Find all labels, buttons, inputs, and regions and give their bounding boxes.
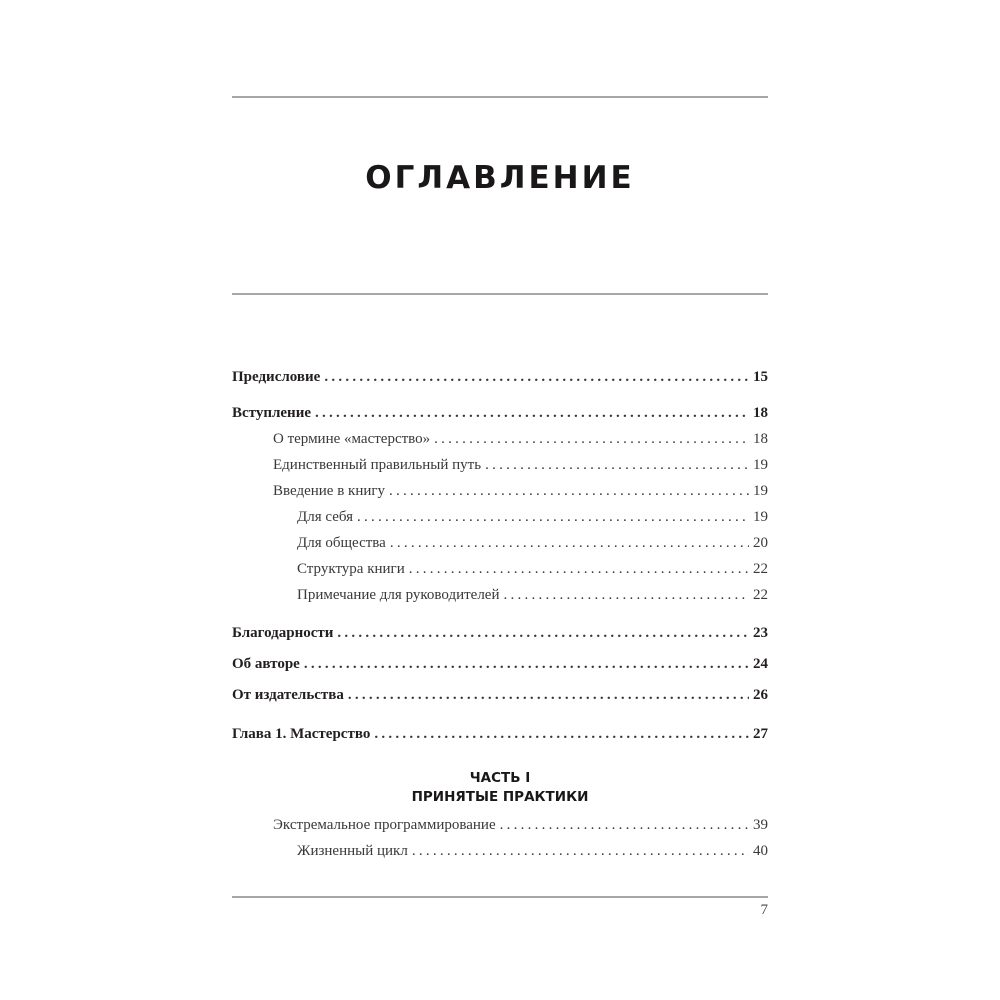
- toc-entry-label: Благодарности: [232, 625, 334, 641]
- footer-rule: [232, 896, 768, 898]
- toc-entry-page: 23: [753, 625, 768, 641]
- toc-entry-page: 40: [753, 843, 768, 859]
- toc-entry-page: 19: [753, 483, 768, 499]
- toc-entry-about-author[interactable]: [232, 649, 768, 680]
- toc-entry-page: 19: [753, 509, 768, 525]
- toc-entry-extreme-programming[interactable]: [232, 812, 768, 838]
- toc-entry-for-society[interactable]: [232, 530, 768, 556]
- toc-entry-page: 26: [753, 687, 768, 703]
- toc-entry-label: Экстремальное программирование: [273, 817, 496, 833]
- toc-entry-page: 20: [753, 535, 768, 551]
- toc-entry-life-cycle[interactable]: [232, 838, 768, 864]
- toc-entry-book-structure[interactable]: [232, 556, 768, 582]
- toc-entry-book-intro[interactable]: [232, 478, 768, 504]
- toc-entry-page: 39: [753, 817, 768, 833]
- page-number: 7: [760, 902, 768, 918]
- toc-entry-label: Для себя: [297, 509, 354, 525]
- toc-entry-label: Для общества: [297, 535, 386, 551]
- toc-entry-for-self[interactable]: [232, 504, 768, 530]
- toc-entry-label: Структура книги: [297, 561, 405, 577]
- part-heading: [232, 769, 768, 807]
- table-of-contents: [232, 364, 768, 864]
- part-number: ЧАСТЬ I: [469, 770, 531, 786]
- toc-entry-label: Единственный правильный путь: [273, 457, 482, 473]
- leader-dots: [357, 504, 749, 530]
- toc-entry-preface[interactable]: [232, 364, 768, 390]
- toc-entry-page: 19: [753, 457, 768, 473]
- leader-dots: [409, 556, 749, 582]
- toc-entry-page: 18: [753, 405, 768, 421]
- leader-dots: [434, 426, 749, 452]
- leader-dots: [485, 452, 749, 478]
- part-title: ПРИНЯТЫЕ ПРАКТИКИ: [411, 789, 589, 805]
- toc-entry-term-mastery[interactable]: [232, 426, 768, 452]
- toc-entry-only-right-way[interactable]: [232, 452, 768, 478]
- leader-dots: [348, 680, 749, 711]
- toc-entry-page: 27: [753, 726, 768, 742]
- toc-entry-from-publisher[interactable]: [232, 680, 768, 711]
- leader-dots: [337, 618, 749, 649]
- leader-dots: [390, 530, 749, 556]
- top-rule: [232, 96, 768, 98]
- leader-dots: [500, 812, 749, 838]
- title-bottom-rule: [232, 293, 768, 295]
- toc-entry-label: Жизненный цикл: [297, 843, 408, 859]
- toc-entry-note-for-managers[interactable]: [232, 582, 768, 608]
- toc-entry-label: Предисловие: [232, 369, 321, 385]
- toc-entry-label: Глава 1. Мастерство: [232, 726, 371, 742]
- toc-entry-page: 22: [753, 587, 768, 603]
- toc-entry-label: От издательства: [232, 687, 344, 703]
- toc-entry-label: Введение в книгу: [273, 483, 386, 499]
- toc-entry-label: Вступление: [232, 405, 311, 421]
- leader-dots: [304, 649, 749, 680]
- leader-dots: [324, 364, 749, 390]
- toc-entry-label: Примечание для руководителей: [297, 587, 500, 603]
- toc-entry-page: 18: [753, 431, 768, 447]
- toc-entry-introduction[interactable]: [232, 400, 768, 426]
- toc-entry-page: 15: [753, 369, 768, 385]
- toc-entry-label: О термине «мастерство»: [273, 431, 431, 447]
- leader-dots: [389, 478, 749, 504]
- toc-entry-label: Об авторе: [232, 656, 300, 672]
- leader-dots: [315, 400, 749, 426]
- toc-entry-page: 24: [753, 656, 768, 672]
- leader-dots: [374, 721, 749, 747]
- toc-entry-acknowledgements[interactable]: [232, 618, 768, 649]
- toc-entry-chapter-1[interactable]: [232, 721, 768, 747]
- page-title: ОГЛАВЛЕНИЕ: [365, 160, 635, 196]
- toc-entry-page: 22: [753, 561, 768, 577]
- leader-dots: [504, 582, 750, 608]
- leader-dots: [412, 838, 749, 864]
